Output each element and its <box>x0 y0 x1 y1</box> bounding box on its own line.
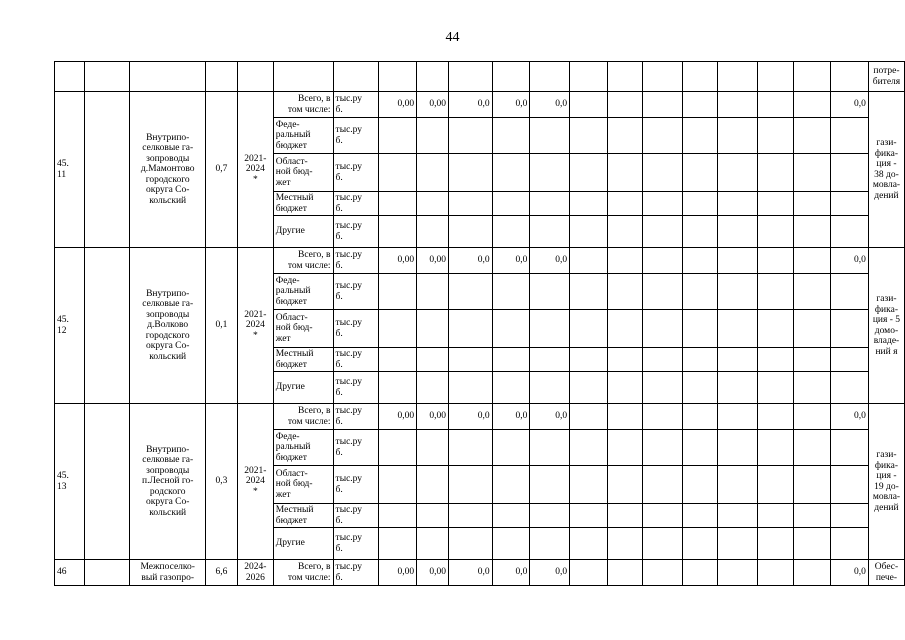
table-cell <box>84 404 129 560</box>
result-cell: Обес- пече- <box>868 560 904 586</box>
table-row <box>55 248 905 274</box>
table-row <box>55 404 905 430</box>
table-cell <box>643 404 683 430</box>
funding-source: Всего, в том числе: <box>273 404 333 430</box>
table-cell <box>607 62 643 92</box>
object-length: 6,6 <box>206 560 238 586</box>
table-cell <box>682 310 718 348</box>
object-years: 2024- 2026 <box>237 560 273 586</box>
value-cell <box>492 192 530 216</box>
value-cell <box>379 154 417 192</box>
value-cell <box>831 274 869 310</box>
value-cell: 0,0 <box>449 560 493 586</box>
funding-source: Област- ной бюд- жет <box>273 154 333 192</box>
value-cell <box>492 216 530 248</box>
value-cell: 0,0 <box>449 92 493 118</box>
table-cell <box>607 528 643 560</box>
value-cell <box>417 192 449 216</box>
table-cell <box>570 348 608 372</box>
table-cell <box>607 118 643 154</box>
table-cell <box>570 216 608 248</box>
object-number: 45. 13 <box>55 404 85 560</box>
table-cell <box>682 466 718 504</box>
table-cell <box>379 62 417 92</box>
value-cell <box>530 504 570 528</box>
table-cell <box>757 560 793 586</box>
table-cell <box>607 466 643 504</box>
result-cell: гази- фика- ция - 38 до- мовла- дений <box>868 92 904 248</box>
result-cell: гази- фика- ция - 5 домо- владе- ний я <box>868 248 904 404</box>
value-cell <box>530 154 570 192</box>
table-cell <box>793 404 831 430</box>
value-cell <box>417 154 449 192</box>
unit-cell: тыс.ру б. <box>333 504 379 528</box>
unit-cell: тыс.ру б. <box>333 430 379 466</box>
value-cell <box>530 192 570 216</box>
table-cell <box>273 62 333 92</box>
value-cell <box>379 504 417 528</box>
table-cell <box>570 466 608 504</box>
table-cell <box>682 248 718 274</box>
table-cell <box>793 216 831 248</box>
value-cell: 0,0 <box>530 560 570 586</box>
table-cell <box>757 216 793 248</box>
table-cell <box>206 62 238 92</box>
value-cell <box>379 216 417 248</box>
table-cell <box>793 274 831 310</box>
table-cell <box>84 560 129 586</box>
table-cell <box>793 248 831 274</box>
table-cell <box>757 248 793 274</box>
table-cell <box>570 430 608 466</box>
value-cell: 0,0 <box>831 404 869 430</box>
funding-source: Феде- ральный бюджет <box>273 430 333 466</box>
object-number: 46 <box>55 560 85 586</box>
table-cell <box>682 504 718 528</box>
value-cell <box>831 118 869 154</box>
value-cell <box>530 372 570 404</box>
value-cell <box>449 528 493 560</box>
value-cell: 0,0 <box>530 248 570 274</box>
unit-cell: тыс.ру б. <box>333 216 379 248</box>
table-cell <box>682 560 718 586</box>
value-cell <box>379 466 417 504</box>
funding-source: Другие <box>273 372 333 404</box>
unit-cell: тыс.ру б. <box>333 248 379 274</box>
table-cell <box>84 62 129 92</box>
table-cell <box>757 92 793 118</box>
table-cell <box>718 192 758 216</box>
value-cell: 0,00 <box>379 248 417 274</box>
value-cell <box>492 310 530 348</box>
value-cell: 0,00 <box>417 92 449 118</box>
value-cell <box>831 216 869 248</box>
funding-source: Област- ной бюд- жет <box>273 310 333 348</box>
value-cell <box>379 348 417 372</box>
value-cell <box>379 192 417 216</box>
table-cell <box>682 404 718 430</box>
value-cell <box>492 528 530 560</box>
object-years: 2021- 2024 * <box>237 92 273 248</box>
value-cell <box>449 154 493 192</box>
table-cell <box>333 62 379 92</box>
table-cell <box>607 404 643 430</box>
value-cell <box>417 466 449 504</box>
value-cell: 0,00 <box>379 404 417 430</box>
table-cell <box>55 62 85 92</box>
table-cell <box>757 504 793 528</box>
funding-source: Всего, в том числе: <box>273 248 333 274</box>
table-row <box>55 62 905 92</box>
value-cell <box>831 348 869 372</box>
table-cell <box>718 92 758 118</box>
value-cell <box>449 310 493 348</box>
table-cell <box>718 274 758 310</box>
table-cell <box>570 192 608 216</box>
value-cell <box>530 348 570 372</box>
value-cell: 0,00 <box>417 248 449 274</box>
table-cell <box>570 92 608 118</box>
value-cell <box>379 310 417 348</box>
table-cell <box>718 248 758 274</box>
value-cell <box>492 348 530 372</box>
table-cell <box>570 154 608 192</box>
funding-source: Всего, в том числе: <box>273 560 333 586</box>
table-cell <box>793 430 831 466</box>
value-cell: 0,0 <box>831 248 869 274</box>
table-cell <box>831 62 869 92</box>
value-cell: 0,00 <box>417 404 449 430</box>
table-cell <box>793 560 831 586</box>
table-cell <box>570 528 608 560</box>
unit-cell: тыс.ру б. <box>333 348 379 372</box>
table-cell <box>757 192 793 216</box>
value-cell <box>492 274 530 310</box>
table-cell <box>607 192 643 216</box>
value-cell <box>449 348 493 372</box>
value-cell <box>492 504 530 528</box>
table-cell <box>607 216 643 248</box>
table-cell <box>643 430 683 466</box>
table-cell <box>607 310 643 348</box>
value-cell <box>492 154 530 192</box>
table-cell <box>793 528 831 560</box>
table-cell <box>84 248 129 404</box>
table-cell <box>643 92 683 118</box>
table-cell <box>793 372 831 404</box>
table-cell <box>607 92 643 118</box>
unit-cell: тыс.ру б. <box>333 560 379 586</box>
funding-source: Феде- ральный бюджет <box>273 118 333 154</box>
table-cell <box>643 528 683 560</box>
table-cell <box>793 466 831 504</box>
table-row <box>55 92 905 118</box>
page-number: 44 <box>445 30 460 45</box>
value-cell <box>449 504 493 528</box>
value-cell <box>831 528 869 560</box>
table-cell <box>718 466 758 504</box>
value-cell: 0,0 <box>449 248 493 274</box>
table-cell <box>757 348 793 372</box>
object-name: Внутрипо- селковые га- зопроводы д.Мамонтово городского округа Со- кольский <box>130 92 206 248</box>
value-cell <box>379 118 417 154</box>
table-cell <box>682 274 718 310</box>
value-cell <box>831 192 869 216</box>
table-cell <box>643 466 683 504</box>
table-cell <box>718 560 758 586</box>
table-cell <box>449 62 493 92</box>
table-cell <box>607 274 643 310</box>
value-cell <box>449 274 493 310</box>
funding-source: Местный бюджет <box>273 504 333 528</box>
table-cell <box>793 92 831 118</box>
table-cell <box>793 192 831 216</box>
table-cell <box>757 154 793 192</box>
table-cell <box>682 372 718 404</box>
unit-cell: тыс.ру б. <box>333 466 379 504</box>
value-cell <box>379 528 417 560</box>
value-cell: 0,0 <box>492 404 530 430</box>
value-cell: 0,0 <box>530 92 570 118</box>
value-cell <box>530 118 570 154</box>
table-cell <box>643 192 683 216</box>
table-cell <box>757 404 793 430</box>
table-cell <box>530 62 570 92</box>
table-cell <box>84 92 129 248</box>
table-cell <box>417 62 449 92</box>
value-cell: 0,00 <box>379 92 417 118</box>
unit-cell: тыс.ру б. <box>333 528 379 560</box>
unit-cell: тыс.ру б. <box>333 192 379 216</box>
value-cell <box>417 528 449 560</box>
table-cell <box>607 560 643 586</box>
table-cell <box>757 310 793 348</box>
table-cell <box>718 404 758 430</box>
unit-cell: тыс.ру б. <box>333 118 379 154</box>
table-cell <box>718 348 758 372</box>
table-cell <box>757 118 793 154</box>
value-cell <box>417 310 449 348</box>
table-cell <box>643 372 683 404</box>
funding-source: Местный бюджет <box>273 192 333 216</box>
table-cell <box>682 154 718 192</box>
object-name: Межпоселко- вый газопро- <box>130 560 206 586</box>
value-cell <box>530 430 570 466</box>
table-cell <box>757 430 793 466</box>
table-cell <box>643 560 683 586</box>
table-cell <box>682 528 718 560</box>
table-cell <box>643 348 683 372</box>
table-cell <box>718 372 758 404</box>
table-cell <box>607 154 643 192</box>
value-cell <box>492 466 530 504</box>
value-cell <box>417 430 449 466</box>
table-cell <box>643 216 683 248</box>
object-years: 2021- 2024 * <box>237 248 273 404</box>
table-cell <box>607 430 643 466</box>
table-cell <box>570 118 608 154</box>
table-cell <box>793 504 831 528</box>
table-cell <box>607 348 643 372</box>
table-cell <box>757 528 793 560</box>
funding-source: Другие <box>273 528 333 560</box>
value-cell <box>449 466 493 504</box>
funding-source: Всего, в том числе: <box>273 92 333 118</box>
table-cell <box>570 372 608 404</box>
table-cell <box>718 310 758 348</box>
table-cell <box>718 118 758 154</box>
object-number: 45. 11 <box>55 92 85 248</box>
table-cell <box>607 504 643 528</box>
value-cell <box>417 216 449 248</box>
value-cell <box>530 274 570 310</box>
table-cell <box>682 192 718 216</box>
table-row <box>55 560 905 586</box>
value-cell <box>449 192 493 216</box>
table-cell <box>793 310 831 348</box>
unit-cell: тыс.ру б. <box>333 404 379 430</box>
table-cell <box>757 62 793 92</box>
value-cell <box>417 348 449 372</box>
table-cell <box>718 216 758 248</box>
object-name: Внутрипо- селковые га- зопроводы д.Волково городского округа Со- кольский <box>130 248 206 404</box>
table-cell <box>718 154 758 192</box>
unit-cell: тыс.ру б. <box>333 372 379 404</box>
value-cell <box>530 466 570 504</box>
value-cell <box>449 216 493 248</box>
table-cell <box>718 504 758 528</box>
table-cell <box>570 504 608 528</box>
table-cell <box>570 248 608 274</box>
table-cell <box>607 248 643 274</box>
table-cell <box>643 248 683 274</box>
value-cell: 0,0 <box>492 92 530 118</box>
table-cell <box>757 372 793 404</box>
table-cell <box>130 62 206 92</box>
value-cell <box>492 118 530 154</box>
value-cell <box>417 504 449 528</box>
funding-source: Местный бюджет <box>273 348 333 372</box>
result-cell: гази- фика- ция - 19 до- мовла- дений <box>868 404 904 560</box>
table-cell <box>570 310 608 348</box>
value-cell <box>449 430 493 466</box>
value-cell: 0,0 <box>831 92 869 118</box>
table-cell <box>237 62 273 92</box>
value-cell: 0,0 <box>449 404 493 430</box>
table-cell <box>718 528 758 560</box>
table-cell <box>643 154 683 192</box>
table-cell <box>643 118 683 154</box>
table-cell <box>643 504 683 528</box>
value-cell <box>379 274 417 310</box>
table-cell <box>793 62 831 92</box>
table-cell <box>718 62 758 92</box>
value-cell: 0,0 <box>492 248 530 274</box>
value-cell <box>449 118 493 154</box>
value-cell: 0,00 <box>379 560 417 586</box>
value-cell: 0,00 <box>417 560 449 586</box>
object-length: 0,1 <box>206 248 238 404</box>
unit-cell: тыс.ру б. <box>333 274 379 310</box>
object-number: 45. 12 <box>55 248 85 404</box>
unit-cell: тыс.ру б. <box>333 310 379 348</box>
funding-source: Феде- ральный бюджет <box>273 274 333 310</box>
object-length: 0,7 <box>206 92 238 248</box>
table-cell <box>643 310 683 348</box>
table-cell <box>682 92 718 118</box>
value-cell <box>417 118 449 154</box>
value-cell <box>831 430 869 466</box>
table-cell <box>682 430 718 466</box>
table-cell <box>643 274 683 310</box>
table-cell <box>492 62 530 92</box>
value-cell <box>417 274 449 310</box>
table-cell <box>682 62 718 92</box>
table-cell <box>570 404 608 430</box>
object-years: 2021- 2024 * <box>237 404 273 560</box>
value-cell <box>417 372 449 404</box>
value-cell: 0,0 <box>530 404 570 430</box>
value-cell: 0,0 <box>492 560 530 586</box>
table-cell <box>570 274 608 310</box>
value-cell <box>530 216 570 248</box>
value-cell <box>831 154 869 192</box>
table-cell <box>757 274 793 310</box>
table-cell <box>757 466 793 504</box>
value-cell <box>449 372 493 404</box>
table-cell <box>607 372 643 404</box>
unit-cell: тыс.ру б. <box>333 92 379 118</box>
value-cell <box>379 372 417 404</box>
table-cell <box>570 62 608 92</box>
table-cell <box>793 154 831 192</box>
table-cell <box>682 118 718 154</box>
table-cell <box>643 62 683 92</box>
object-name: Внутрипо- селковые га- зопроводы п.Лесной го- родского округа Со- кольский <box>130 404 206 560</box>
value-cell <box>831 310 869 348</box>
funding-source: Област- ной бюд- жет <box>273 466 333 504</box>
table-cell <box>793 348 831 372</box>
value-cell <box>379 430 417 466</box>
table-cell <box>793 118 831 154</box>
table-cell <box>682 348 718 372</box>
program-table <box>54 61 905 586</box>
object-length: 0,3 <box>206 404 238 560</box>
value-cell <box>492 430 530 466</box>
value-cell <box>530 528 570 560</box>
value-cell <box>492 372 530 404</box>
table-cell <box>682 216 718 248</box>
funding-source: Другие <box>273 216 333 248</box>
value-cell <box>831 466 869 504</box>
result-cell: потре- бителя <box>868 62 904 92</box>
value-cell <box>831 372 869 404</box>
value-cell <box>831 504 869 528</box>
table-cell <box>570 560 608 586</box>
value-cell: 0,0 <box>831 560 869 586</box>
unit-cell: тыс.ру б. <box>333 154 379 192</box>
table-cell <box>718 430 758 466</box>
value-cell <box>530 310 570 348</box>
